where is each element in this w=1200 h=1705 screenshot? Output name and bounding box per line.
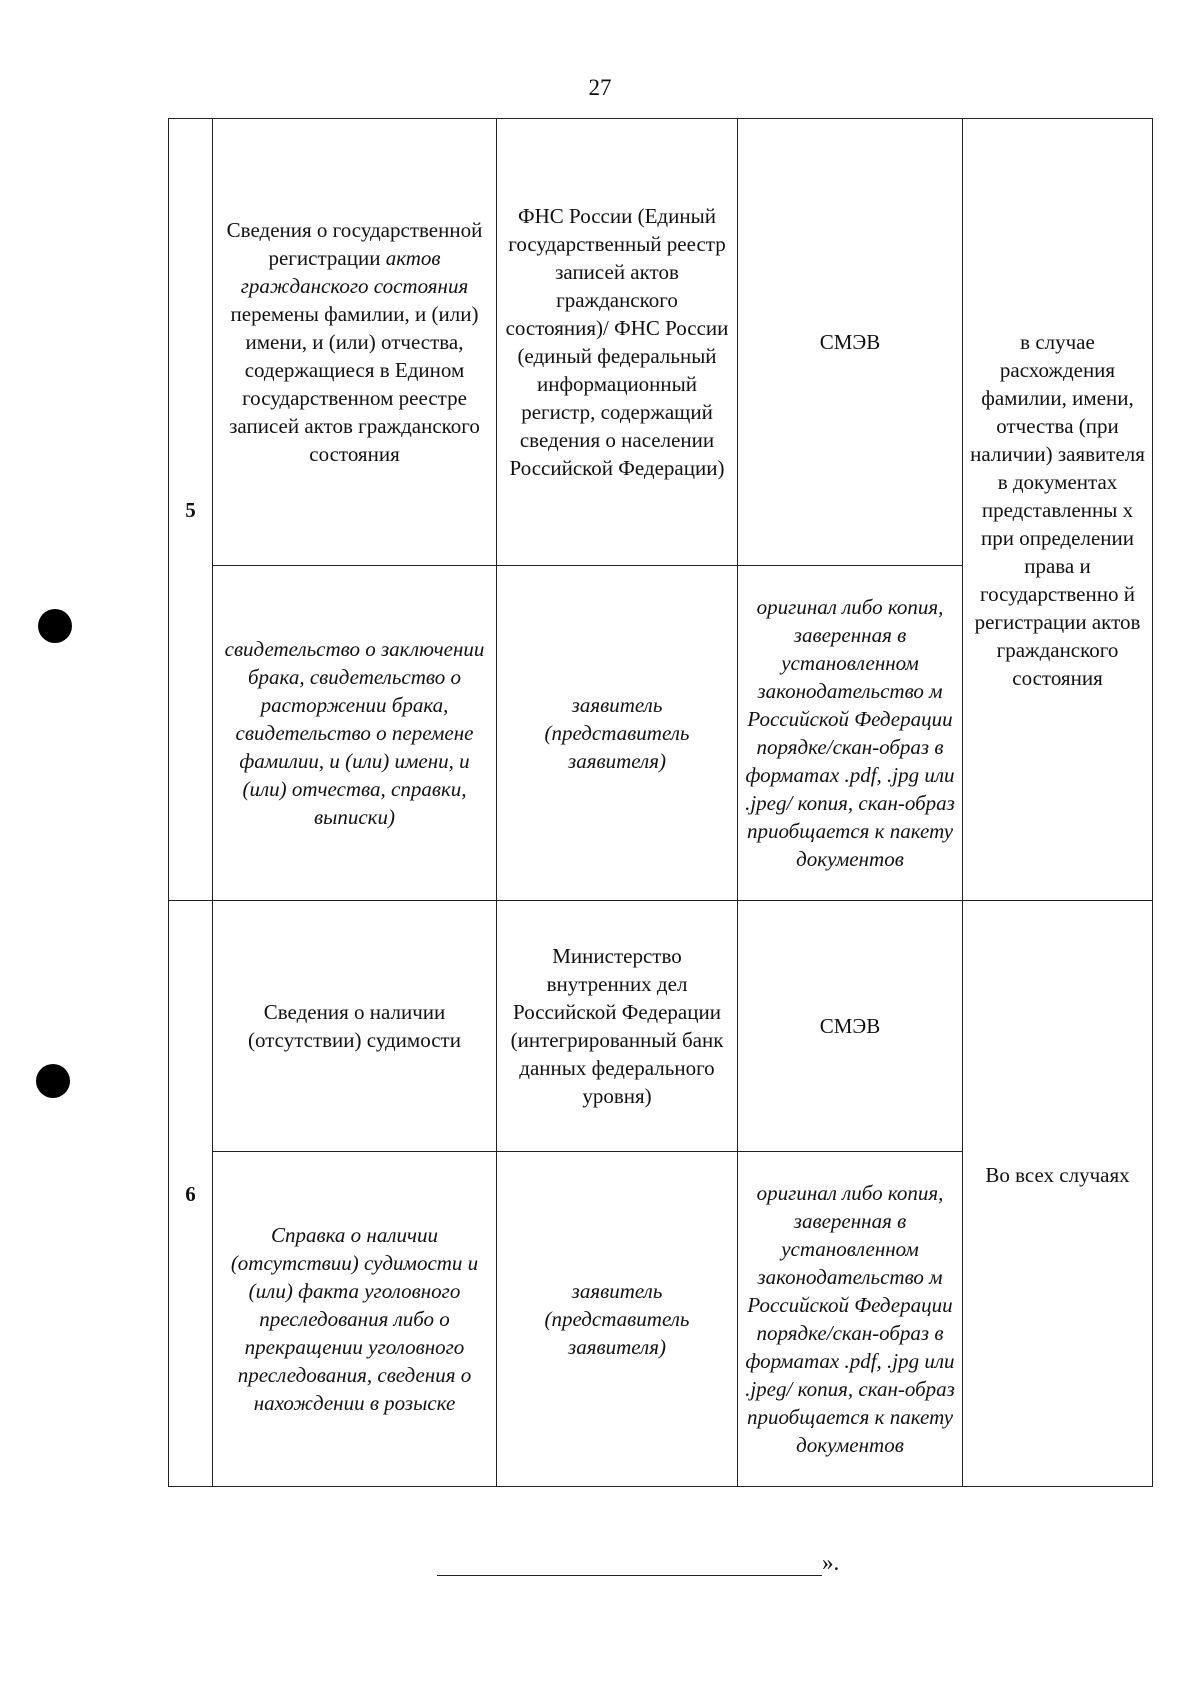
- cell-info-description: Сведения о государственной регистрации актов гражданского состояния перемены фамилии, и (или) имени, и (или) отчества, содержащиеся в Едином государственном реестре записей актов гражданского состояния: [213, 119, 497, 566]
- blank-line: [437, 1551, 822, 1576]
- cell-channel: СМЭВ: [738, 901, 963, 1152]
- cell-source-agency: ФНС России (Единый государственный реестр записей актов гражданского состояния)/ ФНС России (единый федеральный информационный регистр, содержащий сведения о населении Российской Федерации): [497, 119, 738, 566]
- cell-provider: заявитель (представитель заявителя): [497, 566, 738, 901]
- document-table: [168, 118, 1153, 1487]
- cell-info-description: Сведения о наличии (отсутствии) судимости: [213, 901, 497, 1152]
- page-number: 27: [588, 75, 612, 100]
- cell-document-form: оригинал либо копия, заверенная в установленном законодательство м Российской Федерации порядке/скан-образ в форматах .pdf, .jpg или .jpeg/ копия, скан-образ приобщается к пакету документов: [738, 566, 963, 901]
- punch-hole-mark: [36, 1064, 70, 1098]
- cell-provider: заявитель (представитель заявителя): [497, 1152, 738, 1487]
- cell-document-list: свидетельство о заключении брака, свидетельство о расторжении брака, свидетельство о перемене фамилии, и (или) имени, и (или) отчества, справки, выписки): [213, 566, 497, 901]
- table-row-5-top: [169, 119, 1153, 566]
- cell-source-agency: Министерство внутренних дел Российской Федерации (интегрированный банк данных федерального уровня): [497, 901, 738, 1152]
- cell-channel: СМЭВ: [738, 119, 963, 566]
- punch-hole-mark: [38, 609, 72, 643]
- row-number: 6: [169, 901, 213, 1487]
- cell-conditions: Во всех случаях: [963, 901, 1153, 1487]
- closing-quote: ».: [822, 1550, 840, 1575]
- cell-document-form: оригинал либо копия, заверенная в установленном законодательство м Российской Федерации порядке/скан-образ в форматах .pdf, .jpg или .jpeg/ копия, скан-образ приобщается к пакету документов: [738, 1152, 963, 1487]
- table-row-6-top: [169, 901, 1153, 1152]
- closing-signature-line: [437, 1550, 839, 1576]
- cell-conditions: в случае расхождения фамилии, имени, отчества (при наличии) заявителя в документах представленны х при определении права и государственно й регистрации актов гражданского состояния: [963, 119, 1153, 901]
- row-number: 5: [169, 119, 213, 901]
- cell-document-list: Справка о наличии (отсутствии) судимости и (или) факта уголовного преследования либо о прекращении уголовного преследования, сведения о нахождении в розыске: [213, 1152, 497, 1487]
